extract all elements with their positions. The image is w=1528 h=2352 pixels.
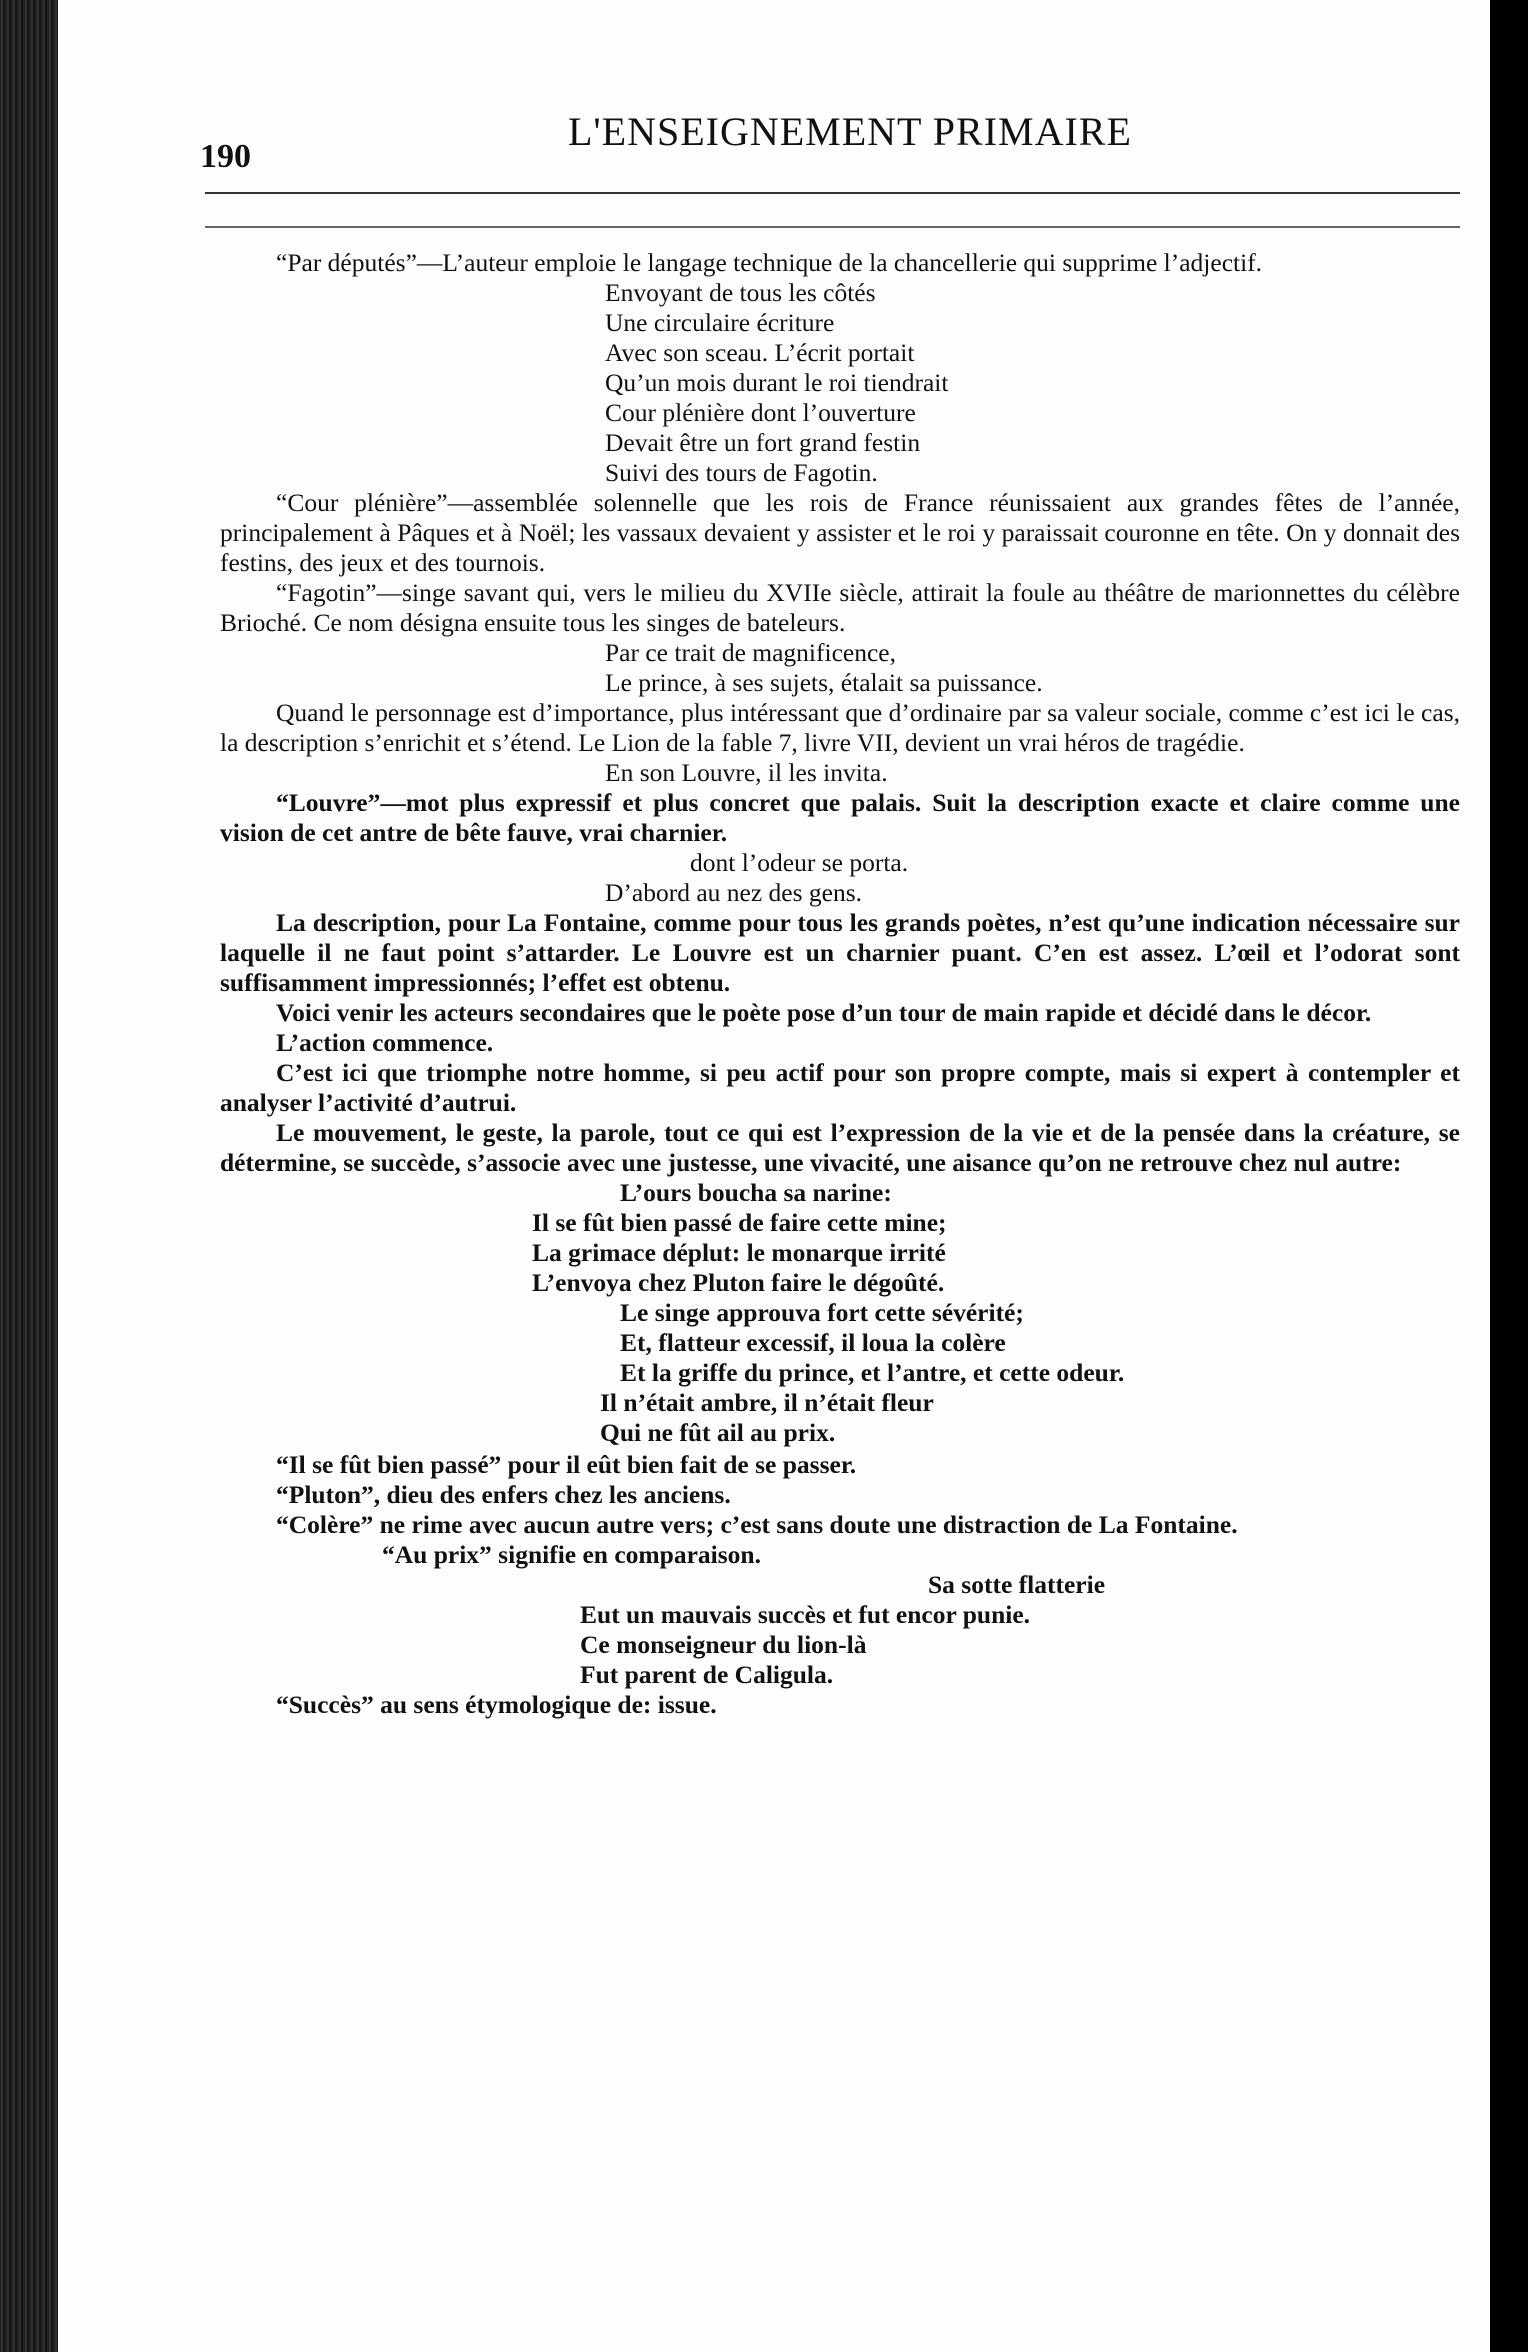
- header-rule: [205, 192, 1460, 194]
- paragraph: “Cour plénière”—assemblée solennelle que les rois de France réunissaient aux grandes fêtes de l’année, principalement à Pâques et à Noël; les vassaux devaient y assister et le roi y paraissait couronne en tête. On y donnait des festins, des jeux et des tournois.: [220, 488, 1460, 577]
- verse-line: Qu’un mois durant le roi tiendrait: [605, 368, 949, 397]
- verse-line: L’envoya chez Pluton faire le dégoûté.: [532, 1268, 945, 1297]
- note: “Colère” ne rime avec aucun autre vers; c’est sans doute une distraction de La Fontaine.: [276, 1510, 1238, 1539]
- running-title: L'ENSEIGNEMENT PRIMAIRE: [568, 109, 1132, 154]
- paragraph: L’action commence.: [276, 1028, 494, 1057]
- paragraph: “Par députés”—L’auteur emploie le langage technique de la chancellerie qui supprime l’adjectif.: [276, 248, 1263, 277]
- verse-line: Qui ne fût ail au prix.: [600, 1418, 836, 1447]
- page-header: [200, 108, 1460, 175]
- verse-line: Avec son sceau. L’écrit portait: [605, 338, 915, 367]
- verse-line: Il n’était ambre, il n’était fleur: [600, 1388, 934, 1417]
- paragraph: La description, pour La Fontaine, comme pour tous les grands poètes, n’est qu’une indication nécessaire sur laquelle il ne faut point s’attarder. Le Louvre est un charnier puant. C’en est assez. L’œil et l’odorat sont suffisamment impressionnés; l’effet est obtenu.: [220, 908, 1460, 997]
- verse-line: Le prince, à ses sujets, étalait sa puissance.: [605, 668, 1043, 697]
- verse-line: dont l’odeur se porta.: [690, 848, 909, 877]
- paragraph: “Louvre”—mot plus expressif et plus concret que palais. Suit la description exacte et claire comme une vision de cet antre de bête fauve, vrai charnier.: [220, 788, 1460, 847]
- page-body: [220, 248, 1460, 1720]
- verse-block: [220, 848, 1460, 908]
- paragraph: C’est ici que triomphe notre homme, si peu actif pour son propre compte, mais si expert à contempler et analyser l’activité d’autrui.: [220, 1058, 1460, 1117]
- page-number: 190: [200, 138, 251, 175]
- paragraph: Quand le personnage est d’importance, plus intéressant que d’ordinaire par sa valeur sociale, comme c’est ici le cas, la description s’enrichit et s’étend. Le Lion de la fable 7, livre VII, devient un vrai héros de tragédie.: [220, 698, 1460, 757]
- verse-line: Devait être un fort grand festin: [605, 428, 921, 457]
- verse-block: [220, 1570, 1460, 1690]
- verse-block: [220, 638, 1460, 698]
- verse-line: Envoyant de tous les côtés: [605, 278, 876, 307]
- verse-line: Il se fût bien passé de faire cette mine;: [532, 1208, 947, 1237]
- verse-line: Eut un mauvais succès et fut encor punie.: [580, 1600, 1031, 1629]
- verse-line: Une circulaire écriture: [605, 308, 835, 337]
- paragraph: Voici venir les acteurs secondaires que le poète pose d’un tour de main rapide et décidé dans le décor.: [276, 998, 1372, 1027]
- verse-line: Fut parent de Caligula.: [580, 1660, 834, 1689]
- verse-block: [220, 1178, 1460, 1448]
- header-rule-secondary: [205, 226, 1460, 228]
- paragraph: “Fagotin”—singe savant qui, vers le milieu du XVIIe siècle, attirait la foule au théâtre de marionnettes du célèbre Brioché. Ce nom désigna ensuite tous les singes de bateleurs.: [220, 578, 1460, 637]
- verse-line: Sa sotte flatterie: [928, 1570, 1106, 1599]
- verse-line: Suivi des tours de Fagotin.: [605, 458, 878, 487]
- verse-line: Et, flatteur excessif, il loua la colère: [620, 1328, 1006, 1357]
- verse-line: Cour plénière dont l’ouverture: [605, 398, 916, 427]
- verse-line: Et la griffe du prince, et l’antre, et cette odeur.: [620, 1358, 1125, 1387]
- verse-line: La grimace déplut: le monarque irrité: [532, 1238, 946, 1267]
- verse-line: D’abord au nez des gens.: [605, 878, 863, 907]
- verse-line: Le singe approuva fort cette sévérité;: [620, 1298, 1024, 1327]
- verse-block: [220, 278, 1460, 488]
- note: “Pluton”, dieu des enfers chez les anciens.: [276, 1480, 731, 1509]
- notes: [220, 1450, 1460, 1570]
- note: “Il se fût bien passé” pour il eût bien fait de se passer.: [276, 1450, 857, 1479]
- verse-line: En son Louvre, il les invita.: [605, 758, 888, 787]
- note: “Au prix” signifie en comparaison.: [382, 1540, 761, 1569]
- scan-border: [1490, 0, 1528, 2352]
- paragraph: Le mouvement, le geste, la parole, tout ce qui est l’expression de la vie et de la pensée dans la créature, se détermine, se succède, s’associe avec une justesse, une vivacité, une aisance qu’on ne retrouve chez nul autre:: [220, 1118, 1460, 1177]
- book-edge: [0, 0, 58, 2352]
- verse-line: Par ce trait de magnificence,: [605, 638, 896, 667]
- verse-line: Ce monseigneur du lion-là: [580, 1630, 867, 1659]
- paragraph: “Succès” au sens étymologique de: issue.: [276, 1690, 717, 1719]
- verse-line: L’ours boucha sa narine:: [620, 1178, 892, 1207]
